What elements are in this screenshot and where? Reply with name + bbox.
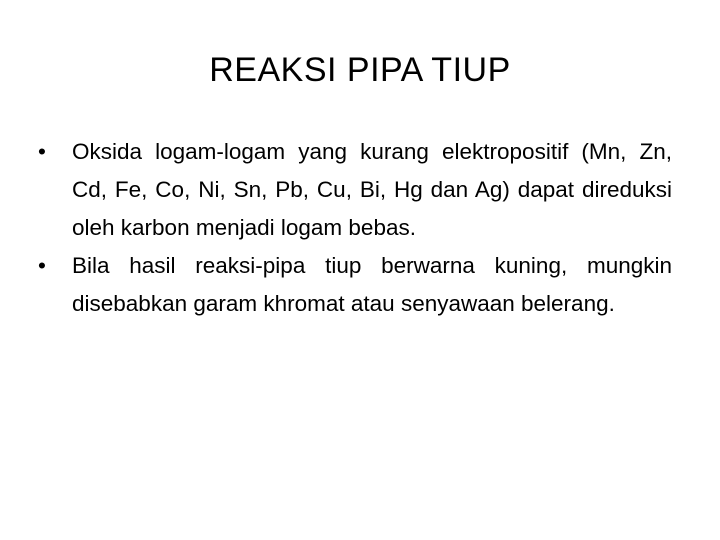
bullet-item: [38, 247, 672, 323]
bullet-item: [38, 133, 672, 247]
bullet-list: [38, 133, 672, 323]
bullet-marker: •: [38, 253, 46, 278]
bullet-text: Oksida logam-logam yang kurang elektropositif (Mn, Zn, Cd, Fe, Co, Ni, Sn, Pb, Cu, Bi, Hg dan Ag) dapat direduksi oleh karbon menjadi logam bebas.: [72, 139, 672, 240]
bullet-marker: •: [38, 139, 46, 164]
bullet-text: Bila hasil reaksi-pipa tiup berwarna kuning, mungkin disebabkan garam khromat atau senyawaan belerang.: [72, 253, 672, 316]
slide-title: REAKSI PIPA TIUP: [209, 51, 511, 89]
